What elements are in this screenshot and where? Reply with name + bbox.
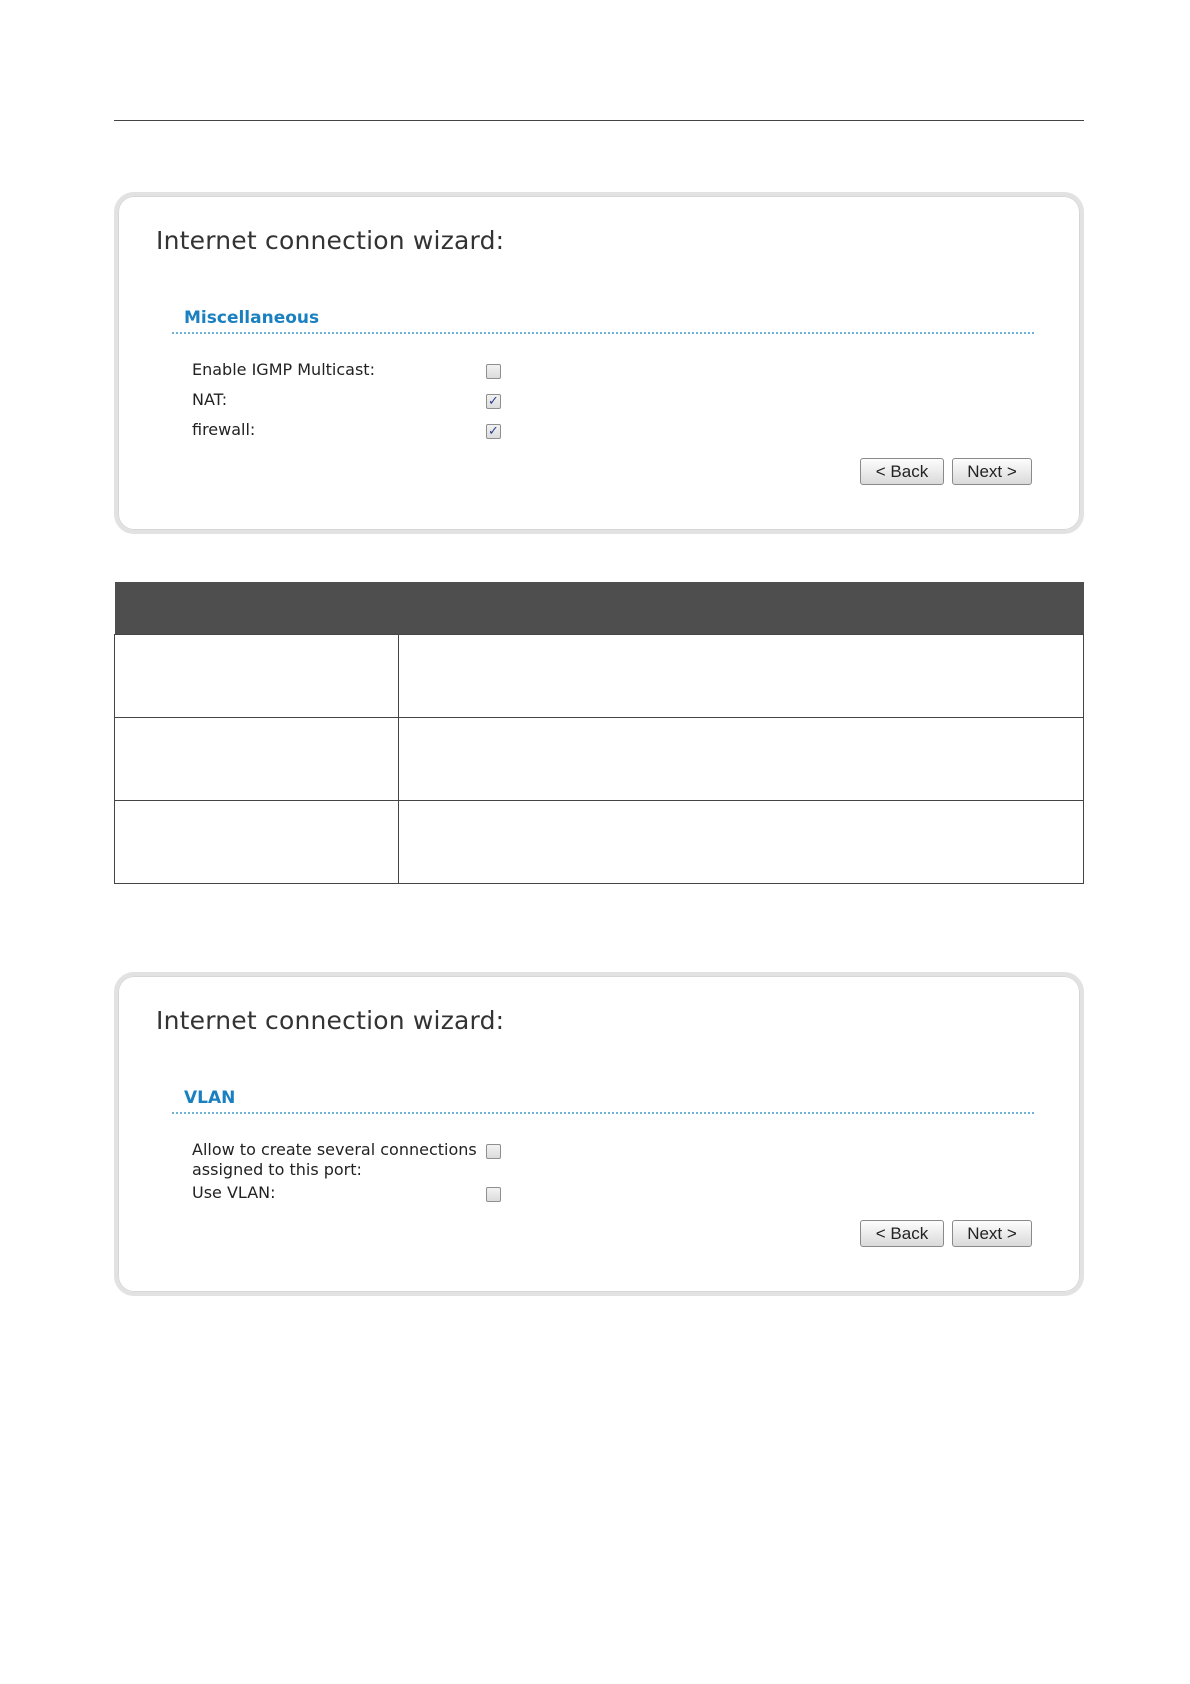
table-header-cell-parameter <box>115 582 399 634</box>
multiple-connections-checkbox[interactable] <box>486 1144 501 1159</box>
table-row <box>115 800 1084 883</box>
section-heading-miscellaneous: Miscellaneous <box>184 308 320 328</box>
table-cell-description <box>399 634 1084 717</box>
table-header-row <box>115 582 1084 634</box>
next-button[interactable]: Next > <box>952 458 1032 485</box>
table-cell-description <box>399 717 1084 800</box>
wizard-title: Internet connection wizard: <box>156 1006 505 1035</box>
table-cell-parameter <box>115 634 399 717</box>
use-vlan-checkbox[interactable] <box>486 1187 501 1202</box>
section-divider <box>172 1112 1034 1114</box>
table-header-cell-description <box>399 582 1084 634</box>
wizard-title: Internet connection wizard: <box>156 226 505 255</box>
table-cell-parameter <box>115 800 399 883</box>
table-cell-parameter <box>115 717 399 800</box>
firewall-checkbox[interactable]: ✓ <box>486 424 501 439</box>
igmp-multicast-checkbox[interactable] <box>486 364 501 379</box>
parameter-description-table <box>114 582 1084 884</box>
multiple-connections-label-line2: assigned to this port: <box>192 1160 362 1179</box>
table-row <box>115 634 1084 717</box>
use-vlan-label: Use VLAN: <box>192 1183 276 1202</box>
firewall-label: firewall: <box>192 420 256 439</box>
multiple-connections-label <box>192 1140 477 1180</box>
nat-checkbox[interactable]: ✓ <box>486 394 501 409</box>
section-divider <box>172 332 1034 334</box>
page-header-rule <box>114 120 1084 121</box>
wizard-miscellaneous-panel <box>114 192 1084 534</box>
back-button[interactable]: < Back <box>860 458 944 485</box>
back-button[interactable]: < Back <box>860 1220 944 1247</box>
section-heading-vlan: VLAN <box>184 1088 236 1108</box>
multiple-connections-label-line1: Allow to create several connections <box>192 1140 477 1159</box>
wizard-vlan-panel <box>114 972 1084 1296</box>
nat-label: NAT: <box>192 390 228 409</box>
igmp-multicast-label: Enable IGMP Multicast: <box>192 360 375 379</box>
next-button[interactable]: Next > <box>952 1220 1032 1247</box>
table-row <box>115 717 1084 800</box>
table-cell-description <box>399 800 1084 883</box>
